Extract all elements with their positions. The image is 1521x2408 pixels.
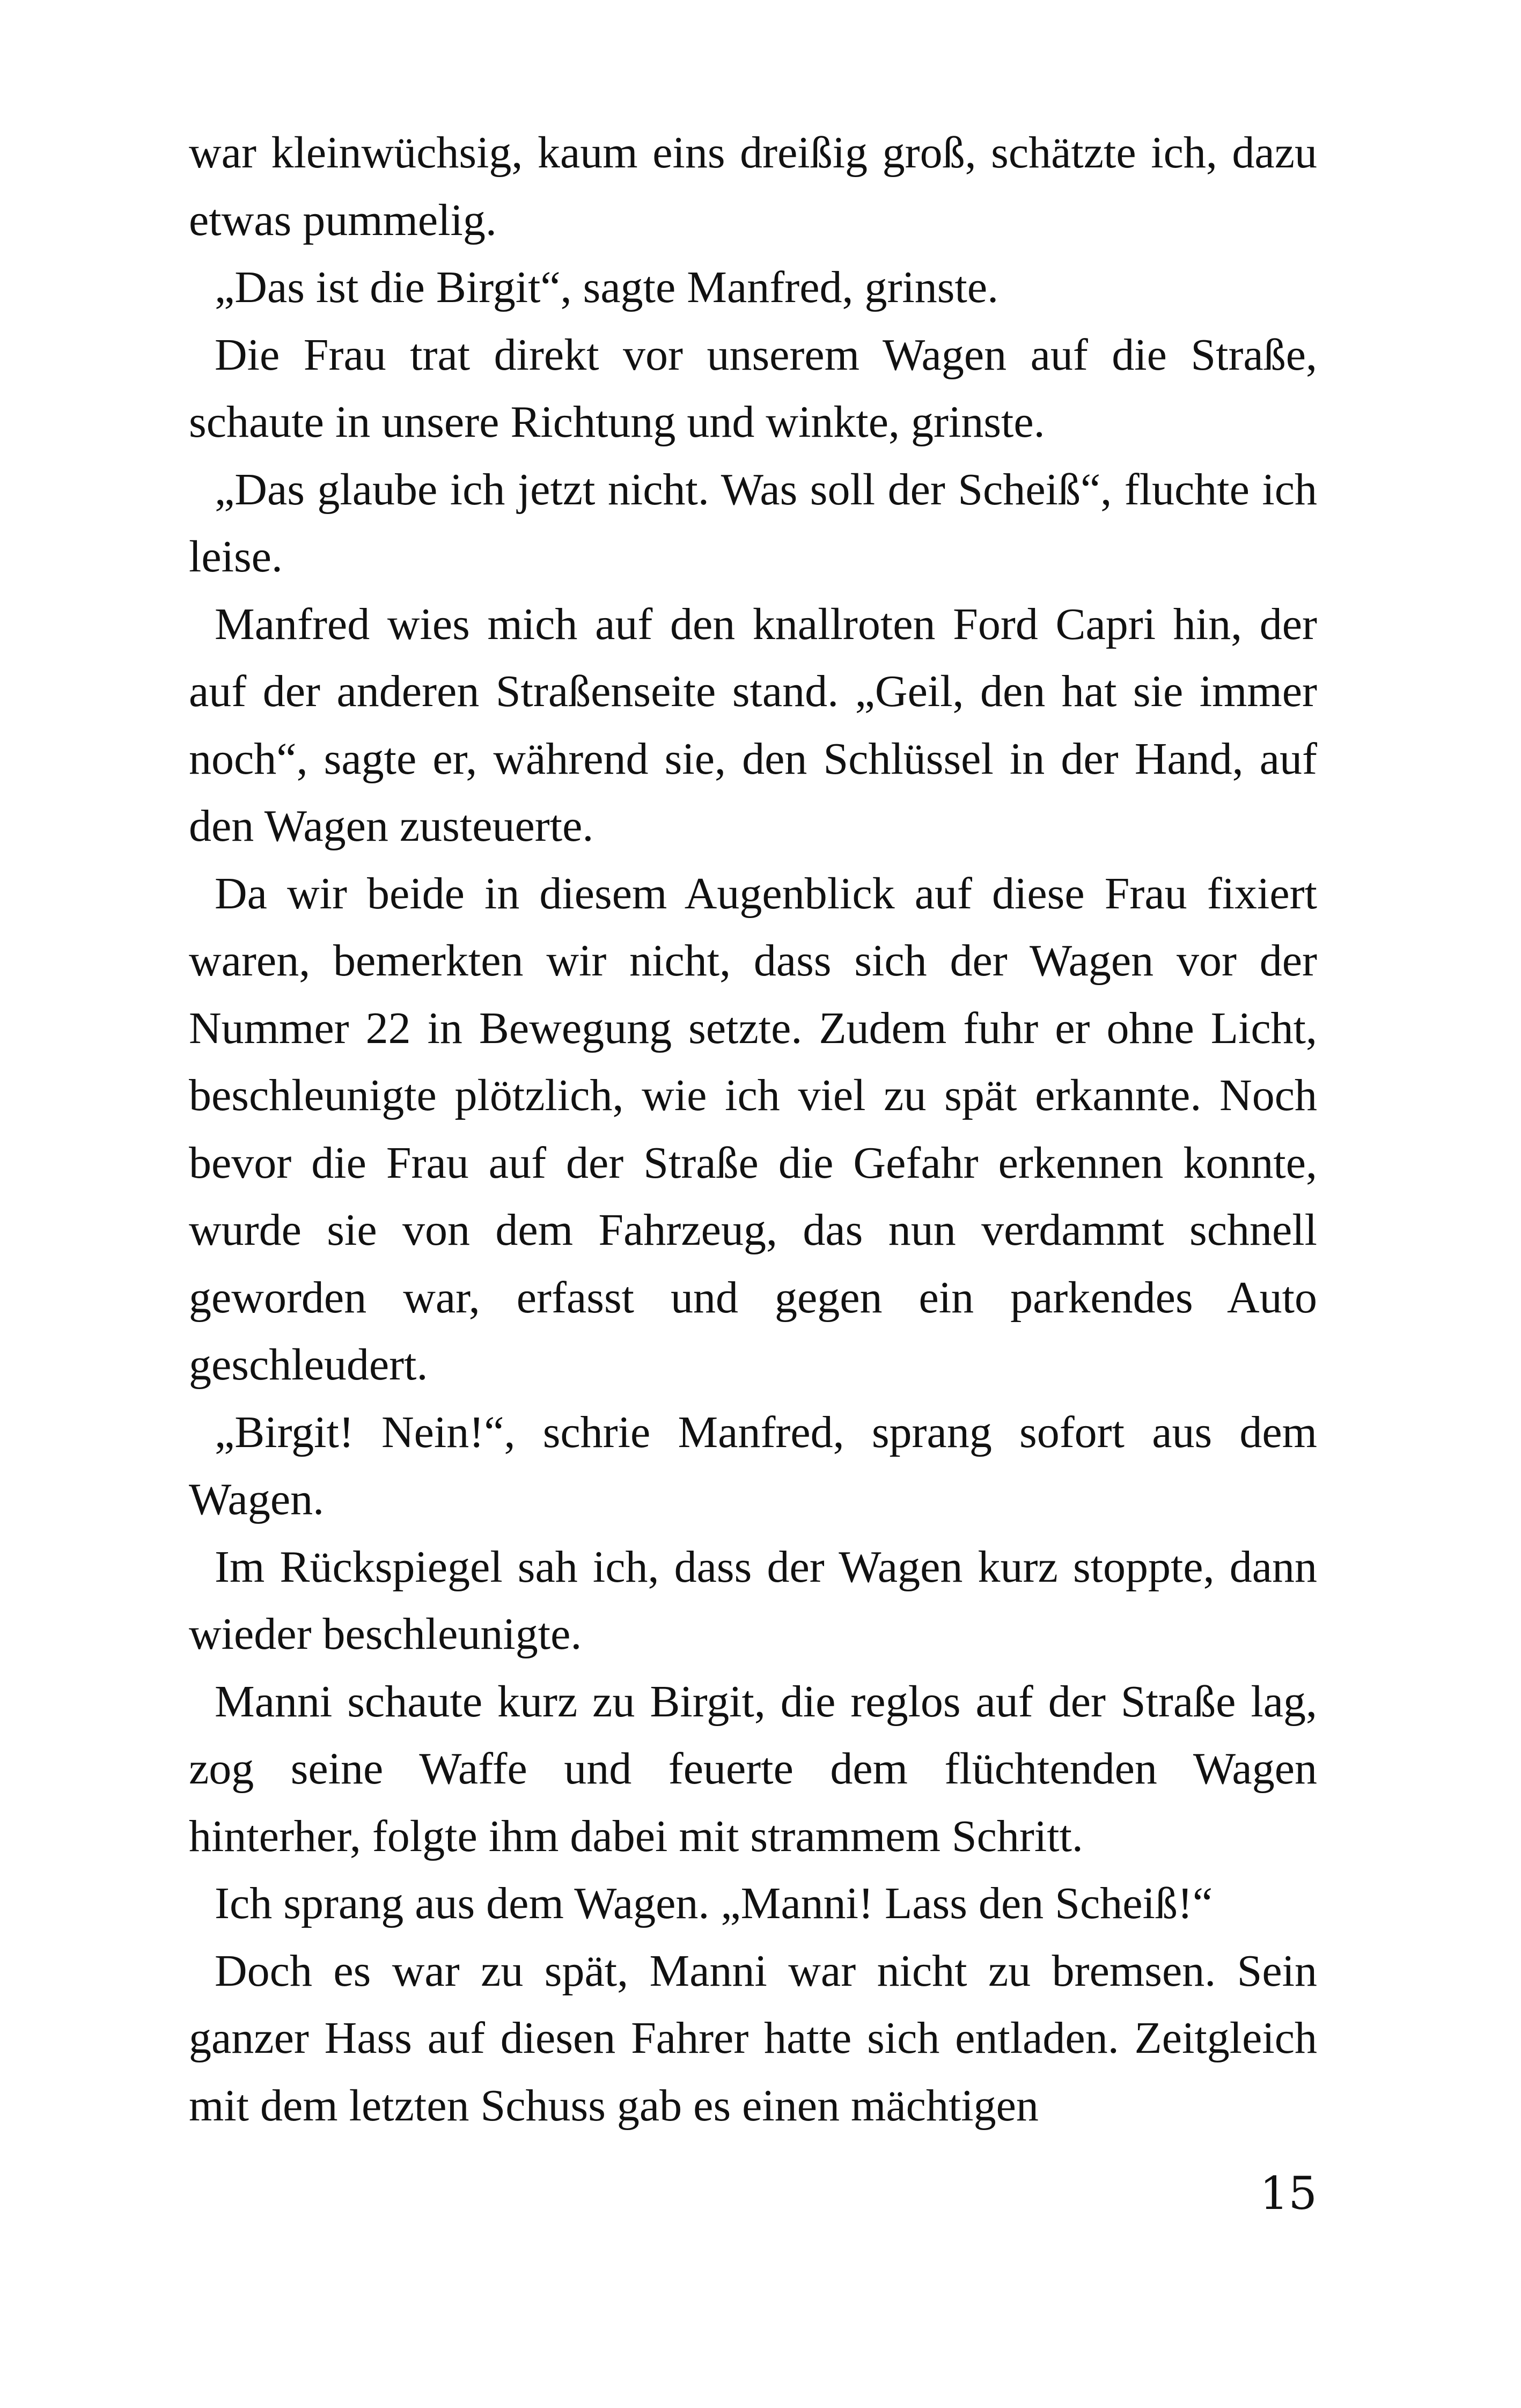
paragraph: Manfred wies mich auf den knallroten Ford Capri hin, der auf der anderen Straßenseite stand. „Geil, den hat sie immer noch“, sagte er, während sie, den Schlüssel in der Hand, auf den Wagen zusteuerte. bbox=[189, 599, 1317, 851]
paragraph: Die Frau trat direkt vor unserem Wagen auf die Straße, schaute in unsere Richtung und winkte, grinste. bbox=[189, 329, 1317, 447]
paragraph: Im Rückspiegel sah ich, dass der Wagen kurz stoppte, dann wieder beschleunigte. bbox=[189, 1541, 1317, 1659]
paragraph: „Birgit! Nein!“, schrie Manfred, sprang sofort aus dem Wagen. bbox=[189, 1407, 1317, 1524]
body-text bbox=[189, 119, 1317, 2139]
paragraph: Ich sprang aus dem Wagen. „Manni! Lass den Scheiß!“ bbox=[215, 1878, 1213, 1928]
paragraph: „Das glaube ich jetzt nicht. Was soll der Scheiß“, fluchte ich leise. bbox=[189, 464, 1317, 582]
paragraph-continued: war kleinwüchsig, kaum eins dreißig groß, schätzte ich, dazu etwas pummelig. bbox=[189, 128, 1317, 245]
paragraph: Manni schaute kurz zu Birgit, die reglos auf der Straße lag, zog seine Waffe und feuerte dem flüchtenden Wagen hinterher, folgte ihm dabei mit strammem Schritt. bbox=[189, 1676, 1317, 1861]
page-number: 15 bbox=[1260, 2167, 1317, 2220]
paragraph: Da wir beide in diesem Augenblick auf diese Frau fixiert waren, bemerkten wir nicht, dass sich der Wagen vor der Nummer 22 in Bewegung setzte. Zudem fuhr er ohne Licht, beschleunigte plötzlich, wie ich viel zu spät erkannte. Noch bevor die Frau auf der Straße die Gefahr erkennen konnte, wurde sie von dem Fahrzeug, das nun verdammt schnell geworden war, erfasst und gegen ein parkendes Auto geschleudert. bbox=[189, 868, 1317, 1390]
paragraph: „Das ist die Birgit“, sagte Manfred, grinste. bbox=[215, 262, 999, 312]
paragraph-last-on-page: Doch es war zu spät, Manni war nicht zu bremsen. Sein ganzer Hass auf diesen Fahrer hatte sich entladen. Zeitgleich mit dem letzten Schuss gab es einen mächtigen bbox=[189, 1946, 1317, 2131]
